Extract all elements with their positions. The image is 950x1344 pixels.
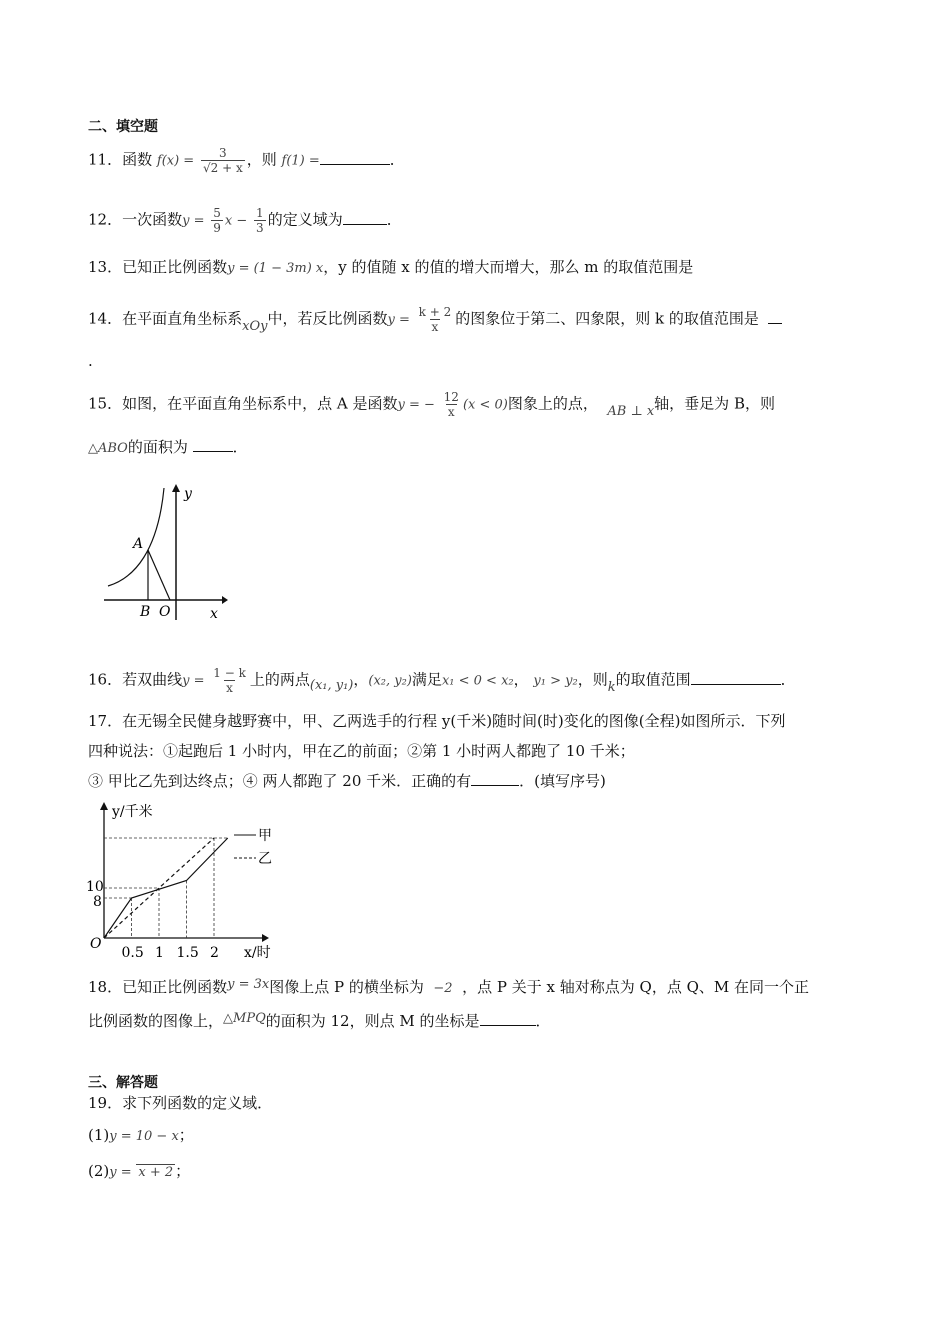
y-tick-label: 10: [86, 879, 104, 895]
y-axis-arrow: [100, 802, 108, 810]
figure-15-diagram: [100, 480, 230, 625]
fraction: $\frac{1 - k}{x}$: [213, 666, 246, 695]
origin-label: O: [90, 936, 102, 952]
question-17-line3: ③ 甲比乙先到达终点；④ 两人都跑了 20 千米．正确的有 ．(填写序号): [88, 772, 606, 790]
question-14: 14．在平面直角坐标系xOy中，若反比例函数y = $\frac{k + 2}{x}$ 的图象位于第二、四象限，则 k 的取值范围是: [88, 305, 782, 334]
question-12: 12．一次函数y = $\frac{5}{9}$ x − $\frac{1}{3}$ 的定义域为 ．: [88, 206, 402, 235]
fraction: $\frac{5}{9}$: [213, 206, 221, 235]
question-17-line1: 17．在无锡全民健身越野赛中，甲、乙两选手的行程 y(千米)随时间(时)变化的图像(全程)如图所示．下列: [88, 712, 786, 730]
question-19-part2: (2)y = x + 2 ；: [88, 1162, 191, 1180]
legend-label-yi: 乙: [258, 851, 272, 867]
question-18-line1: 18．已知正比例函数y = 3x图像上点 P 的横坐标为 −2 ，点 P 关于 x 轴对称点为 Q，点 Q、M 在同一个正: [88, 977, 810, 996]
question-19-part1: (1)y = 10 − x；: [88, 1126, 194, 1144]
question-15-line2: △ABO的面积为 ．: [88, 438, 248, 456]
legend-label-jia: 甲: [258, 828, 272, 844]
x-tick-label: 0.5: [121, 945, 144, 961]
question-15: 15．如图，在平面直角坐标系中，点 A 是函数y = − $\frac{12}{x}$ (x < 0)图象上的点， AB ⊥ x轴，垂足为 B，则: [88, 390, 775, 419]
segment-AO: [148, 550, 170, 600]
question-16: 16．若双曲线y = $\frac{1 - k}{x}$ 上的两点(x₁, y₁)，(x₂, y₂)满足x₁ < 0 < x₂， y₁ > y₂，则k的取值范围 ．: [88, 666, 796, 695]
sqrt-expression: x + 2: [138, 1165, 174, 1180]
answer-blank[interactable]: [343, 210, 387, 225]
x-tick-label: 2: [210, 945, 219, 961]
x-tick-label: 1.5: [176, 945, 199, 961]
series-line: [104, 838, 228, 938]
fraction: $\frac{1}{3}$: [256, 206, 264, 235]
figure-17-chart: [84, 798, 284, 963]
section-fill-blank-title: 二、填空题: [88, 119, 158, 135]
answer-blank[interactable]: [691, 670, 781, 685]
x-axis-arrow: [262, 934, 269, 942]
question-13: 13．已知正比例函数y = (1 − 3m) x，y 的值随 x 的值的增大而增大，那么 m 的取值范围是: [88, 258, 694, 276]
label-x: x: [210, 606, 218, 622]
fraction: $\frac{3}{√2 + x}$: [202, 146, 243, 175]
question-18-line2: 比例函数的图像上，△MPQ的面积为 12，则点 M 的坐标是 ．: [88, 1011, 551, 1030]
label-y: y: [184, 486, 192, 502]
y-axis-label: y/千米: [112, 804, 153, 820]
answer-blank[interactable]: [768, 309, 782, 324]
math-f-value: f(1) =: [281, 153, 320, 169]
question-14-end: .: [88, 352, 93, 370]
x-axis-arrow: [222, 596, 228, 604]
section-solve-title: 三、解答题: [88, 1075, 158, 1091]
answer-blank[interactable]: [320, 150, 390, 165]
label-B: B: [140, 604, 151, 620]
math-f-lhs: f(x) =: [156, 153, 195, 169]
label-A: A: [133, 536, 144, 552]
question-11: 11．函数 f(x) = $\frac{3}{√2 + x}$ ，则 f(1) = ．: [88, 146, 405, 175]
label-O: O: [159, 604, 171, 620]
answer-blank[interactable]: [471, 771, 519, 786]
question-17-line2: 四种说法：①起跑后 1 小时内，甲在乙的前面；②第 1 小时两人都跑了 10 千米；: [88, 742, 635, 760]
answer-blank[interactable]: [480, 1011, 536, 1026]
fraction: $\frac{k + 2}{x}$: [418, 305, 452, 334]
answer-blank[interactable]: [193, 437, 233, 452]
y-axis-arrow: [172, 484, 180, 492]
fraction: $\frac{12}{x}$: [443, 390, 459, 419]
y-tick-label: 8: [93, 894, 102, 910]
x-tick-label: 1: [155, 945, 164, 961]
question-19: 19．求下列函数的定义域．: [88, 1094, 273, 1112]
x-axis-label: x/时: [244, 945, 271, 961]
